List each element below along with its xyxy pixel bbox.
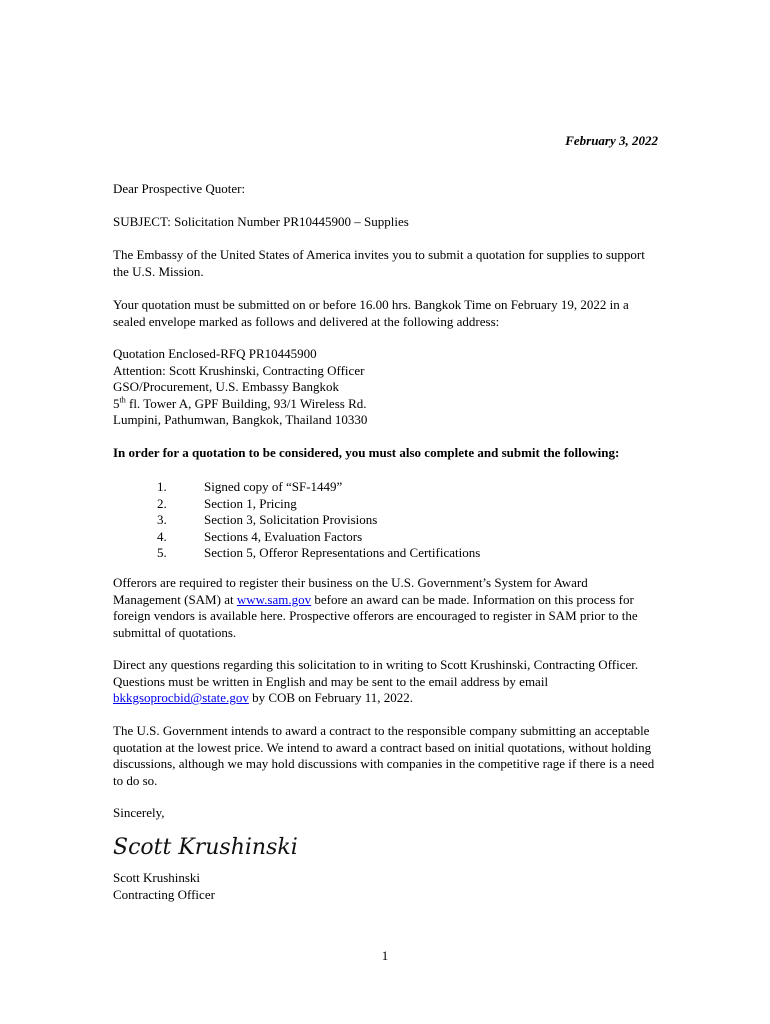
- list-item-text: Section 3, Solicitation Provisions: [204, 512, 378, 527]
- page-number: 1: [381, 948, 389, 963]
- floor-number: 5: [113, 395, 120, 411]
- subject-line: SUBJECT: Solicitation Number PR10445900 – Supplies: [113, 214, 409, 229]
- award-paragraph: The U.S. Government intends to award a contract to the responsible company submitting an acceptable quotation at the lowest price. We intend to award a contract based on initial quotations, without holding discussions, although we may hold discussions with companies in the competitive rage if there is a need to do so.: [113, 723, 655, 788]
- signer-title: Contracting Officer: [113, 886, 215, 902]
- sam-registration-paragraph: [113, 575, 658, 641]
- list-item-text: Sections 4, Evaluation Factors: [204, 528, 363, 544]
- requirements-heading: In order for a quotation to be considered, you must also complete and submit the following:: [113, 445, 620, 460]
- email-link[interactable]: bkkgsoprocbid@state.gov: [113, 690, 249, 705]
- questions-text-before: Direct any questions regarding this solicitation to in writing to Scott Krushinski, Contracting Officer. Questions must be written in English and may be sent to the email address by email: [113, 657, 639, 689]
- list-item-number: 5.: [157, 545, 167, 560]
- list-item-text: Section 5, Offeror Representations and Certifications: [204, 545, 481, 560]
- sam-text-before: Offerors are required to register their business on the U.S. Government’s System for Award Management (SAM) at: [113, 575, 588, 607]
- list-item-text: Signed copy of “SF-1449”: [204, 479, 343, 494]
- mailing-address: [113, 346, 658, 429]
- questions-text-after: by COB on February 11, 2022.: [248, 690, 414, 705]
- ordinal-suffix: th: [119, 395, 126, 405]
- list-item-number: 2.: [157, 495, 167, 511]
- questions-paragraph: [113, 657, 658, 707]
- list-item-number: 1.: [157, 479, 167, 494]
- deadline-paragraph: Your quotation must be submitted on or before 16.00 hrs. Bangkok Time on February 19, 2022 in a sealed envelope marked as follows and delivered at the following address:: [113, 297, 629, 329]
- address-line: Lumpini, Pathumwan, Bangkok, Thailand 10330: [113, 412, 368, 427]
- invitation-paragraph: The Embassy of the United States of America invites you to submit a quotation for supplies to support the U.S. Mission.: [113, 247, 645, 279]
- address-line: [113, 396, 658, 413]
- sam-text-after: before an award can be made. Information on this process for foreign vendors is available here. Prospective offerors are encouraged to register in SAM prior to the submittal of quotations.: [113, 591, 638, 640]
- address-line: GSO/Procurement, U.S. Embassy Bangkok: [113, 379, 340, 394]
- list-item-number: 3.: [157, 512, 167, 527]
- list-item-text: Section 1, Pricing: [204, 495, 297, 511]
- salutation: Dear Prospective Quoter:: [113, 181, 246, 196]
- address-line-rest: fl. Tower A, GPF Building, 93/1 Wireless Rd.: [125, 395, 367, 411]
- closing: Sincerely,: [113, 805, 165, 820]
- signer-name: Scott Krushinski: [113, 870, 201, 885]
- signature-script: Scott Krushinski: [113, 835, 298, 860]
- sam-link[interactable]: www.sam.gov: [236, 591, 312, 607]
- signature-block: [113, 870, 658, 903]
- list-item-number: 4.: [157, 528, 167, 544]
- handwritten-signature: [111, 828, 298, 864]
- address-line: Quotation Enclosed-RFQ PR10445900: [113, 346, 317, 361]
- letter-date: February 3, 2022: [565, 133, 658, 148]
- address-line: Attention: Scott Krushinski, Contracting Officer: [113, 362, 365, 378]
